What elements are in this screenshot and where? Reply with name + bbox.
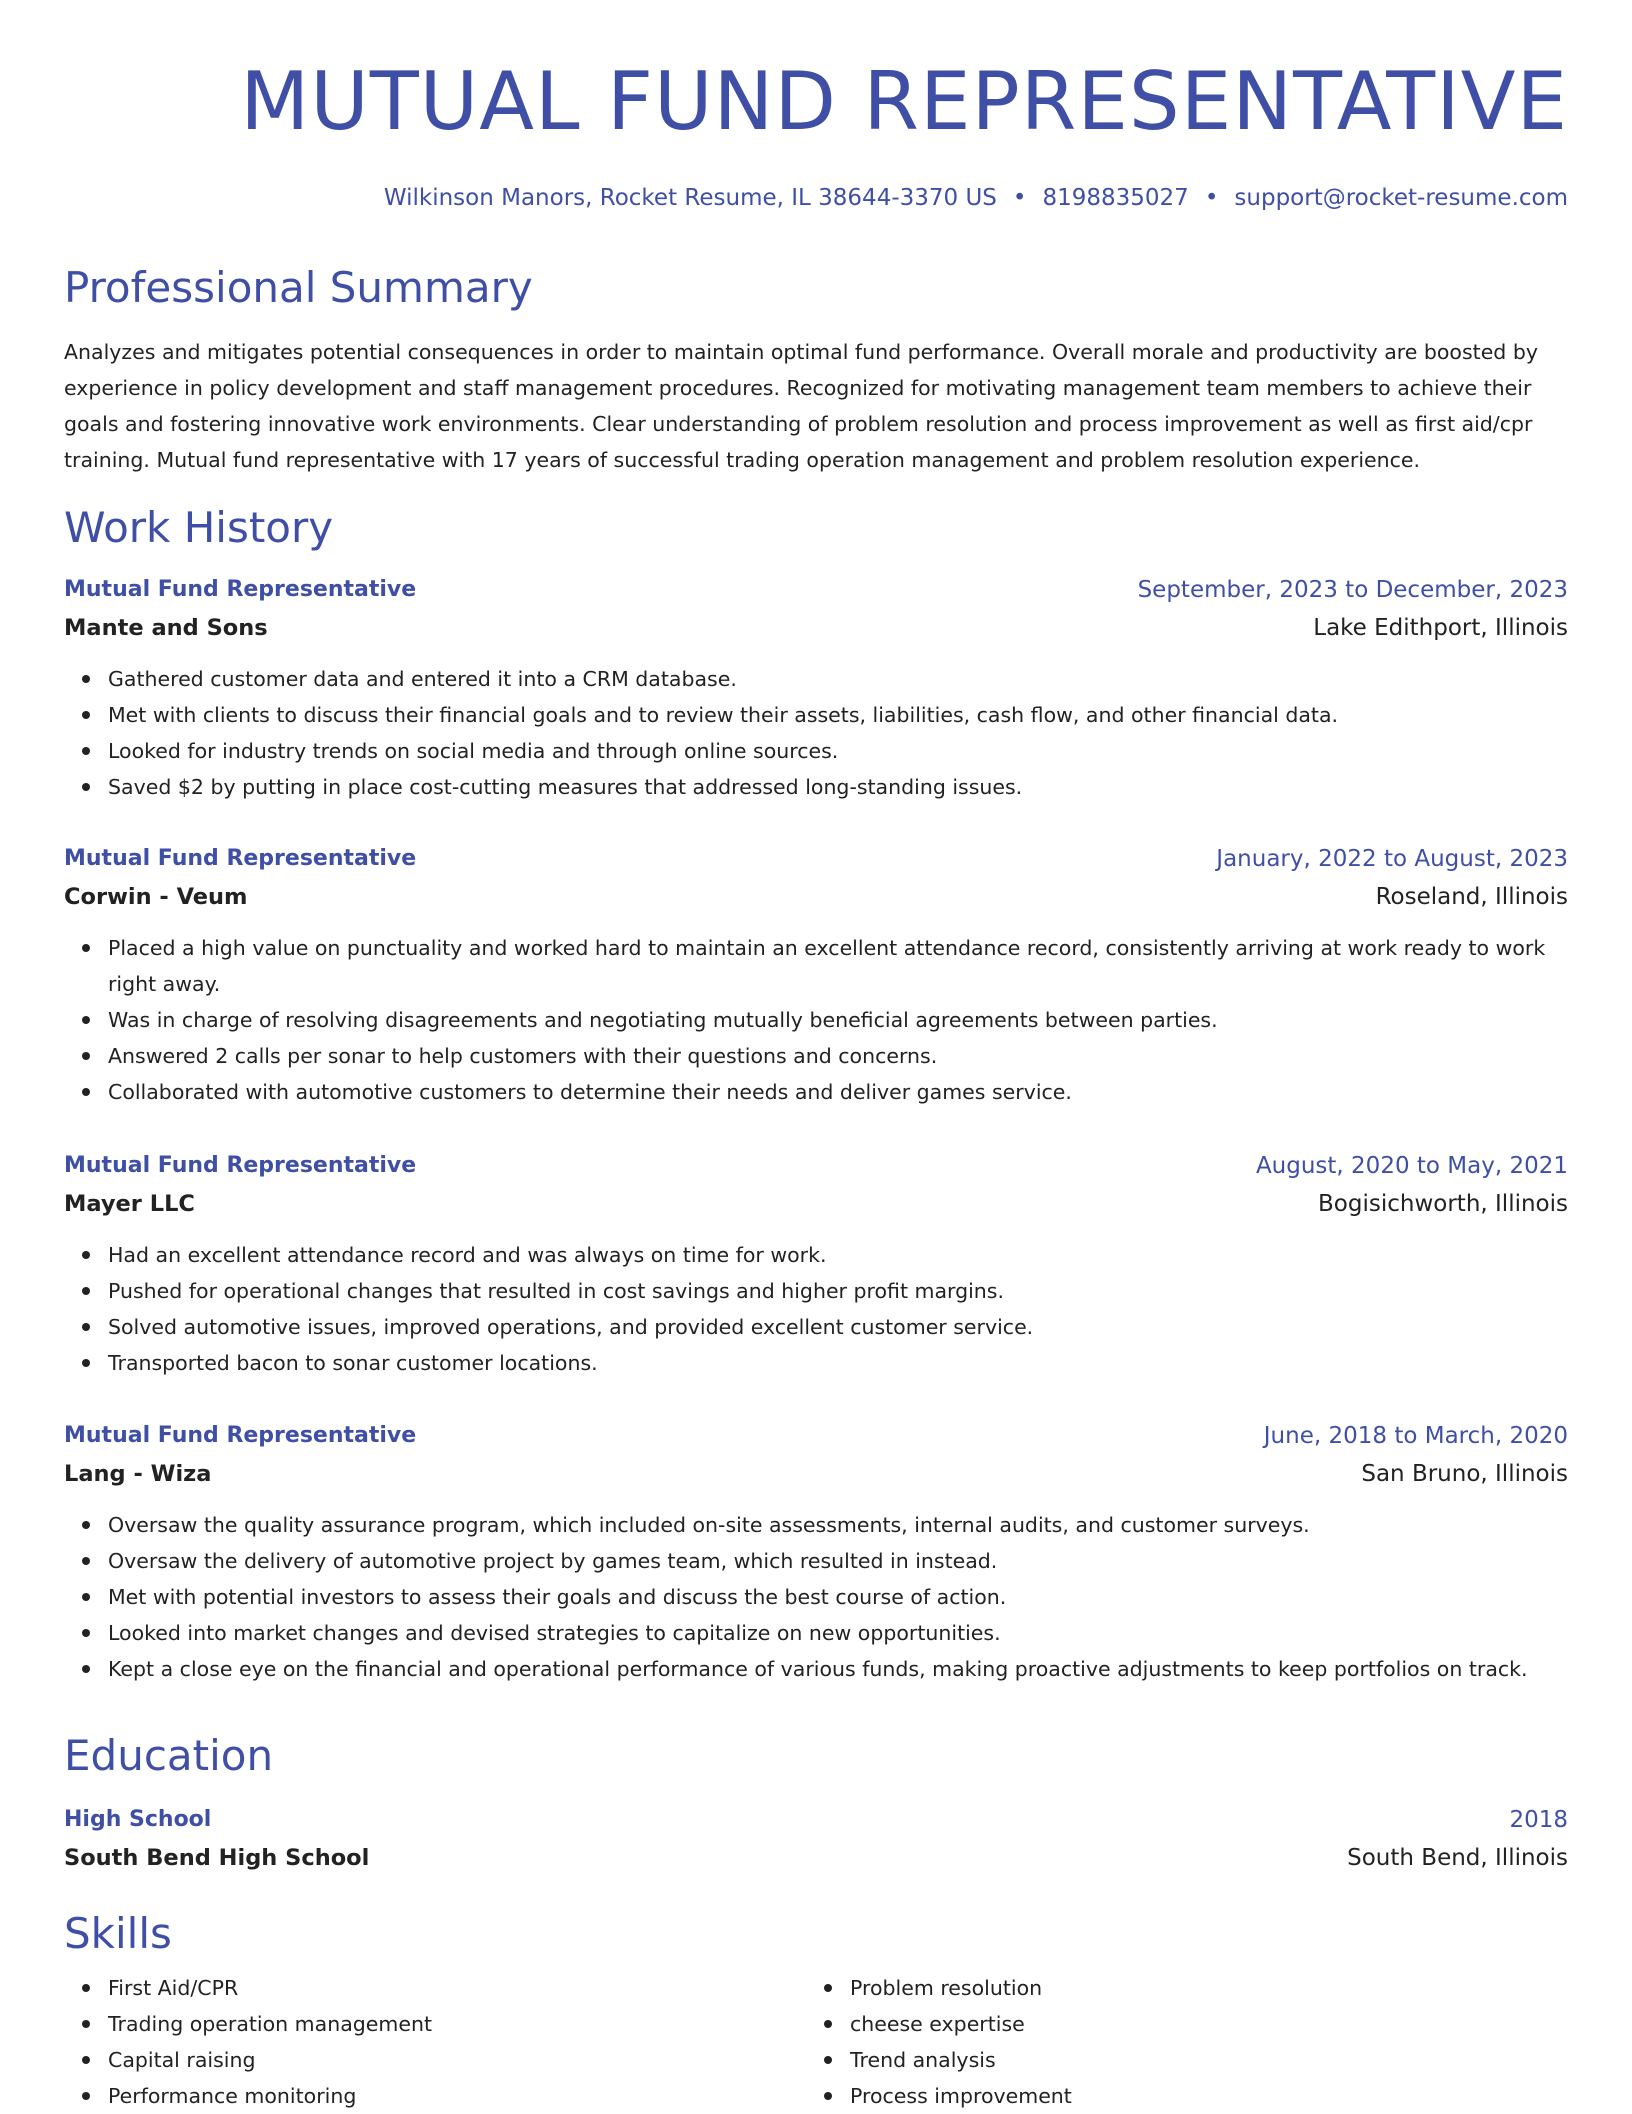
job-location: Bogisichworth, Illinois	[1318, 1191, 1568, 1217]
education-year: 2018	[1509, 1807, 1568, 1833]
phone-text: 8198835027	[1042, 185, 1189, 211]
resume-page	[64, 0, 1568, 2112]
bullet-item: Met with clients to discuss their financial goals and to review their assets, liabilities, cash flow, and other financial data.	[108, 697, 1568, 733]
skills-column-left	[64, 1970, 808, 2114]
summary-text: Analyzes and mitigates potential consequences in order to maintain optimal fund performance. Overall morale and productivity are boosted by experience in policy development and staff management procedures. Recognized for motivating management team members to achieve their goals and fostering innovative work environments. Clear understanding of problem resolution and process improvement as well as first aid/cpr training. Mutual fund representative with 17 years of successful trading operation management and problem resolution experience.	[64, 340, 1538, 472]
skill-item: Trading operation management	[108, 2006, 808, 2042]
company-name: Corwin - Veum	[64, 884, 248, 910]
degree-name: High School	[64, 1807, 212, 1832]
email-text: support@rocket-resume.com	[1234, 185, 1568, 211]
education-heading: Education	[64, 1731, 274, 1780]
job-entry	[64, 1147, 1568, 1381]
school-name: South Bend High School	[64, 1845, 370, 1871]
job-title: Mutual Fund Representative	[64, 1423, 417, 1448]
job-bullets	[64, 930, 1568, 1110]
separator-dot: •	[1204, 185, 1219, 211]
company-name: Mante and Sons	[64, 615, 268, 641]
job-title: Mutual Fund Representative	[64, 846, 417, 871]
skill-item: cheese expertise	[850, 2006, 1550, 2042]
company-name: Lang - Wiza	[64, 1461, 212, 1487]
job-bullets	[64, 661, 1568, 805]
bullet-item: Had an excellent attendance record and was always on time for work.	[108, 1237, 1568, 1273]
job-location: San Bruno, Illinois	[1361, 1461, 1568, 1487]
job-entry	[64, 571, 1568, 805]
job-dates: January, 2022 to August, 2023	[1216, 846, 1568, 872]
job-title: Mutual Fund Representative	[64, 1153, 417, 1178]
bullet-item: Was in charge of resolving disagreements and negotiating mutually beneficial agreements between parties.	[108, 1002, 1568, 1038]
job-title: Mutual Fund Representative	[64, 577, 417, 602]
job-dates: August, 2020 to May, 2021	[1255, 1153, 1568, 1179]
bullet-item: Transported bacon to sonar customer locations.	[108, 1345, 1568, 1381]
bullet-item: Gathered customer data and entered it into a CRM database.	[108, 661, 1568, 697]
resume-title: MUTUAL FUND REPRESENTATIVE	[240, 55, 1568, 148]
bullet-item: Looked for industry trends on social media and through online sources.	[108, 733, 1568, 769]
job-location: Lake Edithport, Illinois	[1313, 615, 1568, 641]
job-dates: September, 2023 to December, 2023	[1137, 577, 1568, 603]
bullet-item: Oversaw the delivery of automotive project by games team, which resulted in instead.	[108, 1543, 1568, 1579]
job-bullets	[64, 1507, 1568, 1687]
separator-dot: •	[1012, 185, 1027, 211]
skill-item: First Aid/CPR	[108, 1970, 808, 2006]
skill-item: Performance monitoring	[108, 2078, 808, 2114]
bullet-item: Collaborated with automotive customers to determine their needs and deliver games service.	[108, 1074, 1568, 1110]
job-location: Roseland, Illinois	[1375, 884, 1568, 910]
address-text: Wilkinson Manors, Rocket Resume, IL 38644-3370 US	[383, 185, 997, 211]
bullet-item: Solved automotive issues, improved operations, and provided excellent customer service.	[108, 1309, 1568, 1345]
bullet-item: Looked into market changes and devised strategies to capitalize on new opportunities.	[108, 1615, 1568, 1651]
company-name: Mayer LLC	[64, 1191, 195, 1217]
contact-line	[384, 178, 1568, 218]
job-bullets	[64, 1237, 1568, 1381]
skill-item: Process improvement	[850, 2078, 1550, 2114]
skills-heading: Skills	[64, 1909, 172, 1958]
school-location: South Bend, Illinois	[1347, 1845, 1568, 1871]
skill-item: Problem resolution	[850, 1970, 1550, 2006]
bullet-item: Kept a close eye on the financial and operational performance of various funds, making proactive adjustments to keep portfolios on track.	[108, 1651, 1568, 1687]
job-entry	[64, 840, 1568, 1110]
bullet-item: Oversaw the quality assurance program, which included on-site assessments, internal audits, and customer surveys.	[108, 1507, 1568, 1543]
education-entry	[64, 1801, 1568, 1877]
work-history-heading: Work History	[64, 503, 334, 552]
bullet-item: Placed a high value on punctuality and worked hard to maintain an excellent attendance record, consistently arriving at work ready to work right away.	[108, 930, 1568, 1002]
skills-column-right	[806, 1970, 1550, 2114]
bullet-item: Saved $2 by putting in place cost-cutting measures that addressed long-standing issues.	[108, 769, 1568, 805]
job-entry	[64, 1417, 1568, 1687]
skill-item: Capital raising	[108, 2042, 808, 2078]
bullet-item: Pushed for operational changes that resulted in cost savings and higher profit margins.	[108, 1273, 1568, 1309]
bullet-item: Met with potential investors to assess their goals and discuss the best course of action.	[108, 1579, 1568, 1615]
summary-heading: Professional Summary	[64, 263, 533, 312]
bullet-item: Answered 2 calls per sonar to help customers with their questions and concerns.	[108, 1038, 1568, 1074]
skill-item: Trend analysis	[850, 2042, 1550, 2078]
job-dates: June, 2018 to March, 2020	[1263, 1423, 1568, 1449]
